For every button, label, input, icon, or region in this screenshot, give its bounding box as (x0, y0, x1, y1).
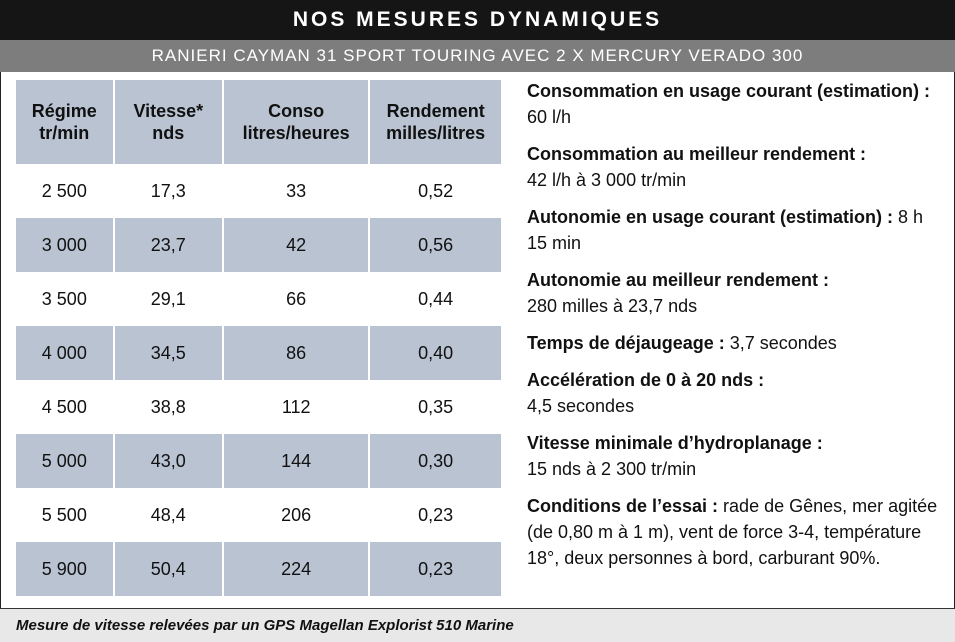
table-row (16, 380, 501, 434)
cell-rendement: 0,44 (418, 288, 454, 309)
cell-rendement: 0,23 (369, 542, 501, 596)
cell-conso: 66 (223, 272, 369, 326)
column-header-regime: Régime tr/min (16, 80, 114, 164)
cell-vitesse: 38,8 (114, 380, 223, 434)
table-row (16, 164, 501, 218)
cell-conso: 86 (223, 326, 369, 380)
subtitle-bar (0, 40, 955, 72)
info-item-conditions (527, 493, 942, 571)
info-label: Autonomie en usage courant (estimation) : (527, 207, 894, 227)
cell-regime: 4 000 (16, 326, 114, 380)
cell-conso: 144 (223, 434, 369, 488)
title-bar (0, 0, 955, 40)
cell-conso: 33 (223, 164, 369, 218)
info-value: 60 l/h (527, 107, 572, 127)
cell-rendement: 0,23 (418, 504, 454, 525)
cell-regime: 2 500 (16, 164, 114, 218)
info-label: Temps de déjaugeage : (527, 333, 725, 353)
info-value: 8 h 15 min (527, 207, 924, 253)
cell-vitesse: 43,0 (114, 434, 223, 488)
table-row (16, 434, 501, 488)
info-label: Conditions de l’essai : (527, 496, 719, 516)
info-label: Accélération de 0 à 20 nds : (527, 370, 765, 390)
info-label: Autonomie au meilleur rendement : (527, 270, 830, 290)
column-header-rendement: Rendement milles/litres (369, 80, 501, 164)
info-item-consommation-rendement (527, 141, 942, 193)
table-row (16, 488, 501, 542)
cell-regime: 4 500 (16, 380, 114, 434)
cell-vitesse: 50,4 (114, 542, 223, 596)
page-title: NOS MESURES DYNAMIQUES (292, 8, 663, 31)
info-value: 4,5 secondes (527, 396, 635, 416)
table-row (16, 542, 501, 596)
boat-subtitle: RANIERI CAYMAN 31 SPORT TOURING AVEC 2 X MERCURY VERADO 300 (151, 46, 804, 65)
table-row (16, 272, 501, 326)
table-row (16, 326, 501, 380)
measurements-table (16, 80, 501, 596)
cell-rendement: 0,40 (369, 326, 501, 380)
info-item-hydroplanage (527, 430, 942, 482)
info-panel (527, 78, 942, 582)
cell-regime: 5 900 (16, 542, 114, 596)
info-value: 280 milles à 23,7 nds (527, 296, 698, 316)
info-label: Consommation en usage courant (estimation) : (527, 81, 931, 101)
cell-conso: 224 (223, 542, 369, 596)
info-label: Vitesse minimale d’hydroplanage : (527, 433, 823, 453)
cell-conso: 206 (223, 488, 369, 542)
cell-vitesse: 17,3 (114, 164, 223, 218)
table-row (16, 218, 501, 272)
column-header-vitesse: Vitesse* nds (114, 80, 223, 164)
info-item-acceleration (527, 367, 942, 419)
info-value: 42 l/h à 3 000 tr/min (527, 170, 687, 190)
cell-vitesse: 23,7 (114, 218, 223, 272)
cell-rendement: 0,56 (369, 218, 501, 272)
cell-rendement: 0,30 (369, 434, 501, 488)
cell-rendement: 0,52 (418, 180, 454, 201)
cell-vitesse: 34,5 (114, 326, 223, 380)
cell-regime: 3 000 (16, 218, 114, 272)
info-item-dejaugeage (527, 330, 942, 356)
table-header-row (16, 80, 501, 164)
info-value: rade de Gênes, mer agitée (de 0,80 m à 1 m), vent de force 3-4, température 18°, deux personnes à bord, carburant 90%. (527, 496, 938, 568)
info-value: 15 nds à 2 300 tr/min (527, 459, 697, 479)
footer-note: Mesure de vitesse relevées par un GPS Magellan Explorist 510 Marine (16, 617, 514, 634)
cell-regime: 3 500 (16, 272, 114, 326)
info-item-autonomie-courante (527, 204, 942, 256)
cell-rendement: 0,35 (418, 396, 454, 417)
cell-regime: 5 500 (16, 488, 114, 542)
cell-regime: 5 000 (16, 434, 114, 488)
footer-note-bar (0, 608, 955, 642)
cell-vitesse: 48,4 (114, 488, 223, 542)
cell-conso: 42 (223, 218, 369, 272)
column-header-conso: Conso litres/heures (223, 80, 369, 164)
info-label: Consommation au meilleur rendement : (527, 144, 867, 164)
info-item-consommation-courante (527, 78, 942, 130)
info-value: 3,7 secondes (729, 333, 837, 353)
cell-vitesse: 29,1 (114, 272, 223, 326)
cell-conso: 112 (223, 380, 369, 434)
info-item-autonomie-rendement (527, 267, 942, 319)
